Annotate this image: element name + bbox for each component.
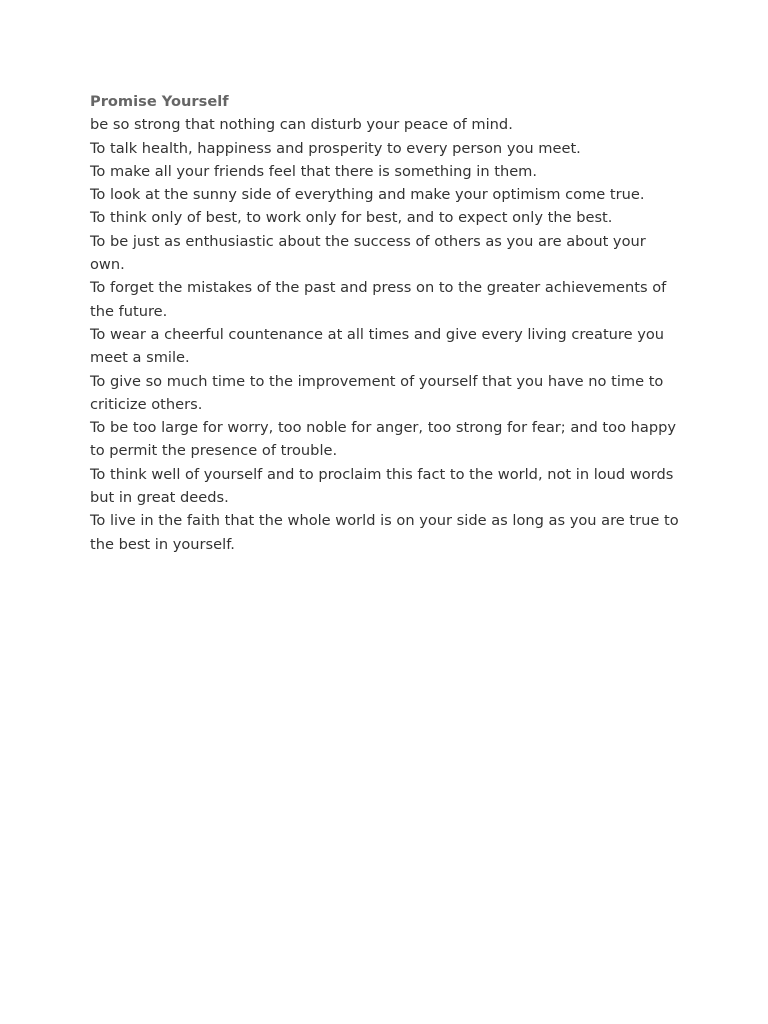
promise-line: To talk health, happiness and prosperity to every person you meet. [90, 139, 581, 157]
promise-line: To give so much time to the improvement of yourself that you have no time to criticize others. [90, 372, 664, 413]
promise-line: To be just as enthusiastic about the success of others as you are about your own. [90, 232, 646, 274]
promise-line: be so strong that nothing can disturb your peace of mind. [90, 116, 513, 134]
promise-line: To live in the faith that the whole world is on your side as long as you are true to the best in yourself. [90, 512, 679, 553]
promise-line: To think only of best, to work only for best, and to expect only the best. [90, 209, 613, 227]
promise-line: To forget the mistakes of the past and press on to the greater achievements of the future. [90, 279, 667, 320]
document-title: Promise Yourself [90, 93, 229, 110]
promise-line: To wear a cheerful countenance at all times and give every living creature you meet a smile. [90, 325, 665, 367]
promise-line: To make all your friends feel that there is something in them. [90, 162, 538, 180]
promise-line: To think well of yourself and to proclaim this fact to the world, not in loud words but in great deeds. [90, 465, 674, 507]
promise-line: To be too large for worry, too noble for anger, too strong for fear; and too happy to permit the presence of trouble. [90, 419, 676, 460]
promise-line: To look at the sunny side of everything and make your optimism come true. [90, 186, 645, 204]
document-body [90, 90, 680, 556]
